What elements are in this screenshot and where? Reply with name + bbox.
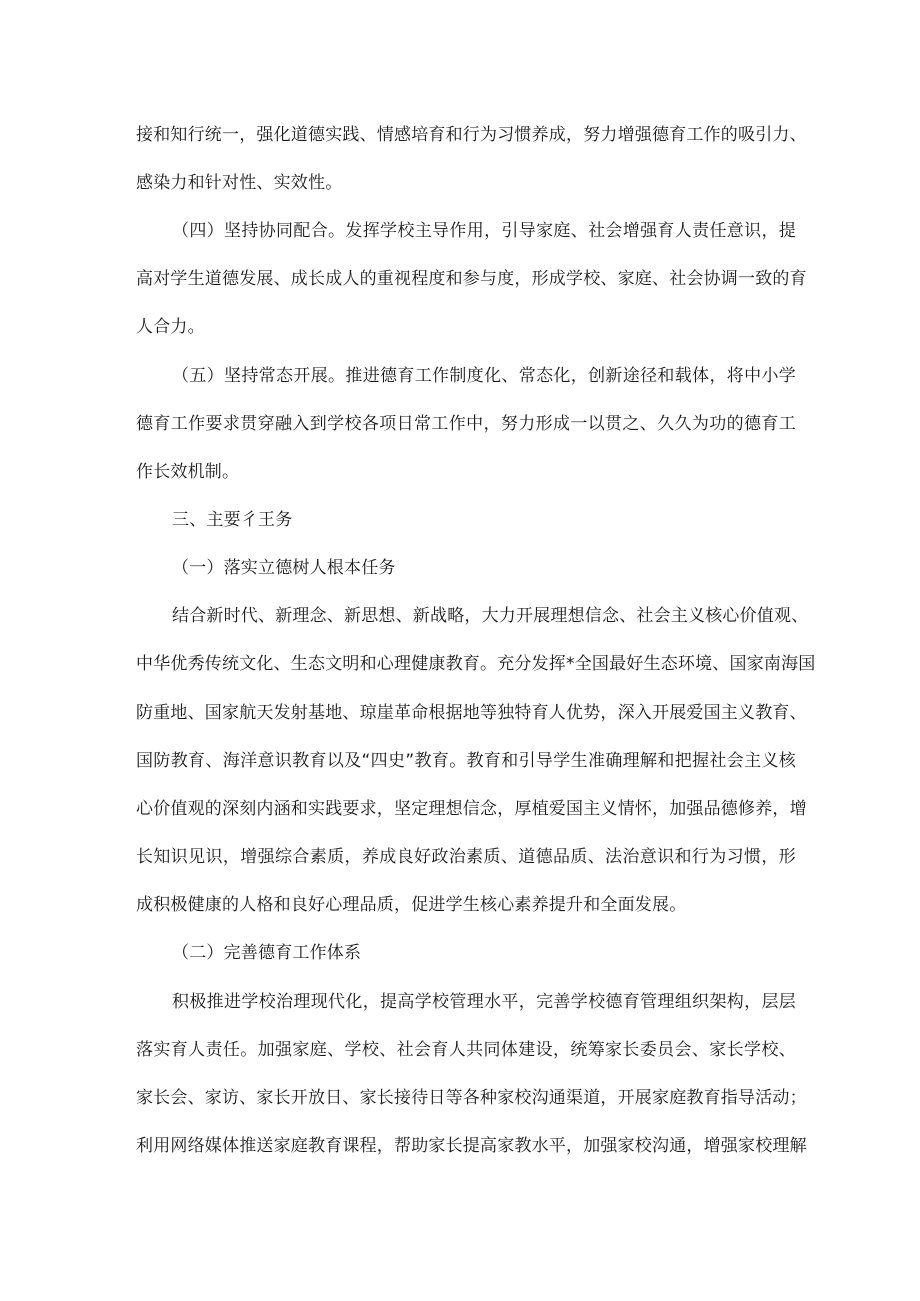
text-line: 接和知行统一，强化道德实践、情感培育和行为习惯养成，努力增强德育工作的吸引力、 <box>136 125 807 145</box>
text-line: 长知识见识，增强综合素质，养成良好政治素质、道德品质、法治意识和行为习惯，形 <box>136 847 796 867</box>
text-line: 落实育人责任。加强家庭、学校、社会育人共同体建设，统筹家长委员会、家长学校、 <box>136 1040 796 1060</box>
text-line: 人合力。 <box>136 317 205 337</box>
text-line: 利用网络媒体推送家庭教育课程，帮助家长提高家教水平，加强家校沟通，增强家校理解 <box>136 1136 807 1156</box>
text-line: 防重地、国家航天发射基地、琼崖革命根据地等独特育人优势，深入开展爱国主义教育、 <box>136 703 807 723</box>
text-line: （四）坚持协同配合。发挥学校主导作用，引导家庭、社会增强育人责任意识，提 <box>172 221 796 241</box>
text-line: 高对学生道德发展、成长成人的重视程度和参与度，形成学校、家庭、社会协调一致的育 <box>136 269 807 289</box>
text-line: 德育工作要求贯穿融入到学校各项日常工作中，努力形成一以贯之、久久为功的德育工 <box>136 414 796 434</box>
text-line: （五）坚持常态开展。推进德育工作制度化、常态化，创新途径和载体，将中小学 <box>172 366 796 386</box>
text-line: 结合新时代、新理念、新思想、新战略，大力开展理想信念、社会主义核心价值观、 <box>172 606 809 626</box>
text-line: 中华优秀传统文化、生态文明和心理健康教育。充分发挥*全国最好生态环境、国家南海国 <box>136 654 816 674</box>
text-line: 作长效机制。 <box>136 462 240 482</box>
subsection-heading: （二）完善德育工作体系 <box>172 943 362 963</box>
text-line: 国防教育、海洋意识教育以及“四史”教育。教育和引导学生准确理解和把握社会主义核 <box>136 751 796 771</box>
text-line: 感染力和针对性、实效性。 <box>136 173 343 193</box>
text-line: 积极推进学校治理现代化，提高学校管理水平，完善学校德育管理组织架构，层层 <box>172 992 796 1012</box>
text-line: 成积极健康的人格和良好心理品质，促进学生核心素养提升和全面发展。 <box>136 895 687 915</box>
text-line: 家长会、家访、家长开放日、家长接待日等各种家校沟通渠道，开展家庭教育指导活动； <box>136 1088 807 1108</box>
section-heading: 三、主要彳王务 <box>172 510 293 530</box>
subsection-heading: （一）落实立德树人根本任务 <box>172 558 396 578</box>
text-line: 心价值观的深刻内涵和实践要求，坚定理想信念，厚植爱国主义情怀，加强品德修养，增 <box>136 799 807 819</box>
